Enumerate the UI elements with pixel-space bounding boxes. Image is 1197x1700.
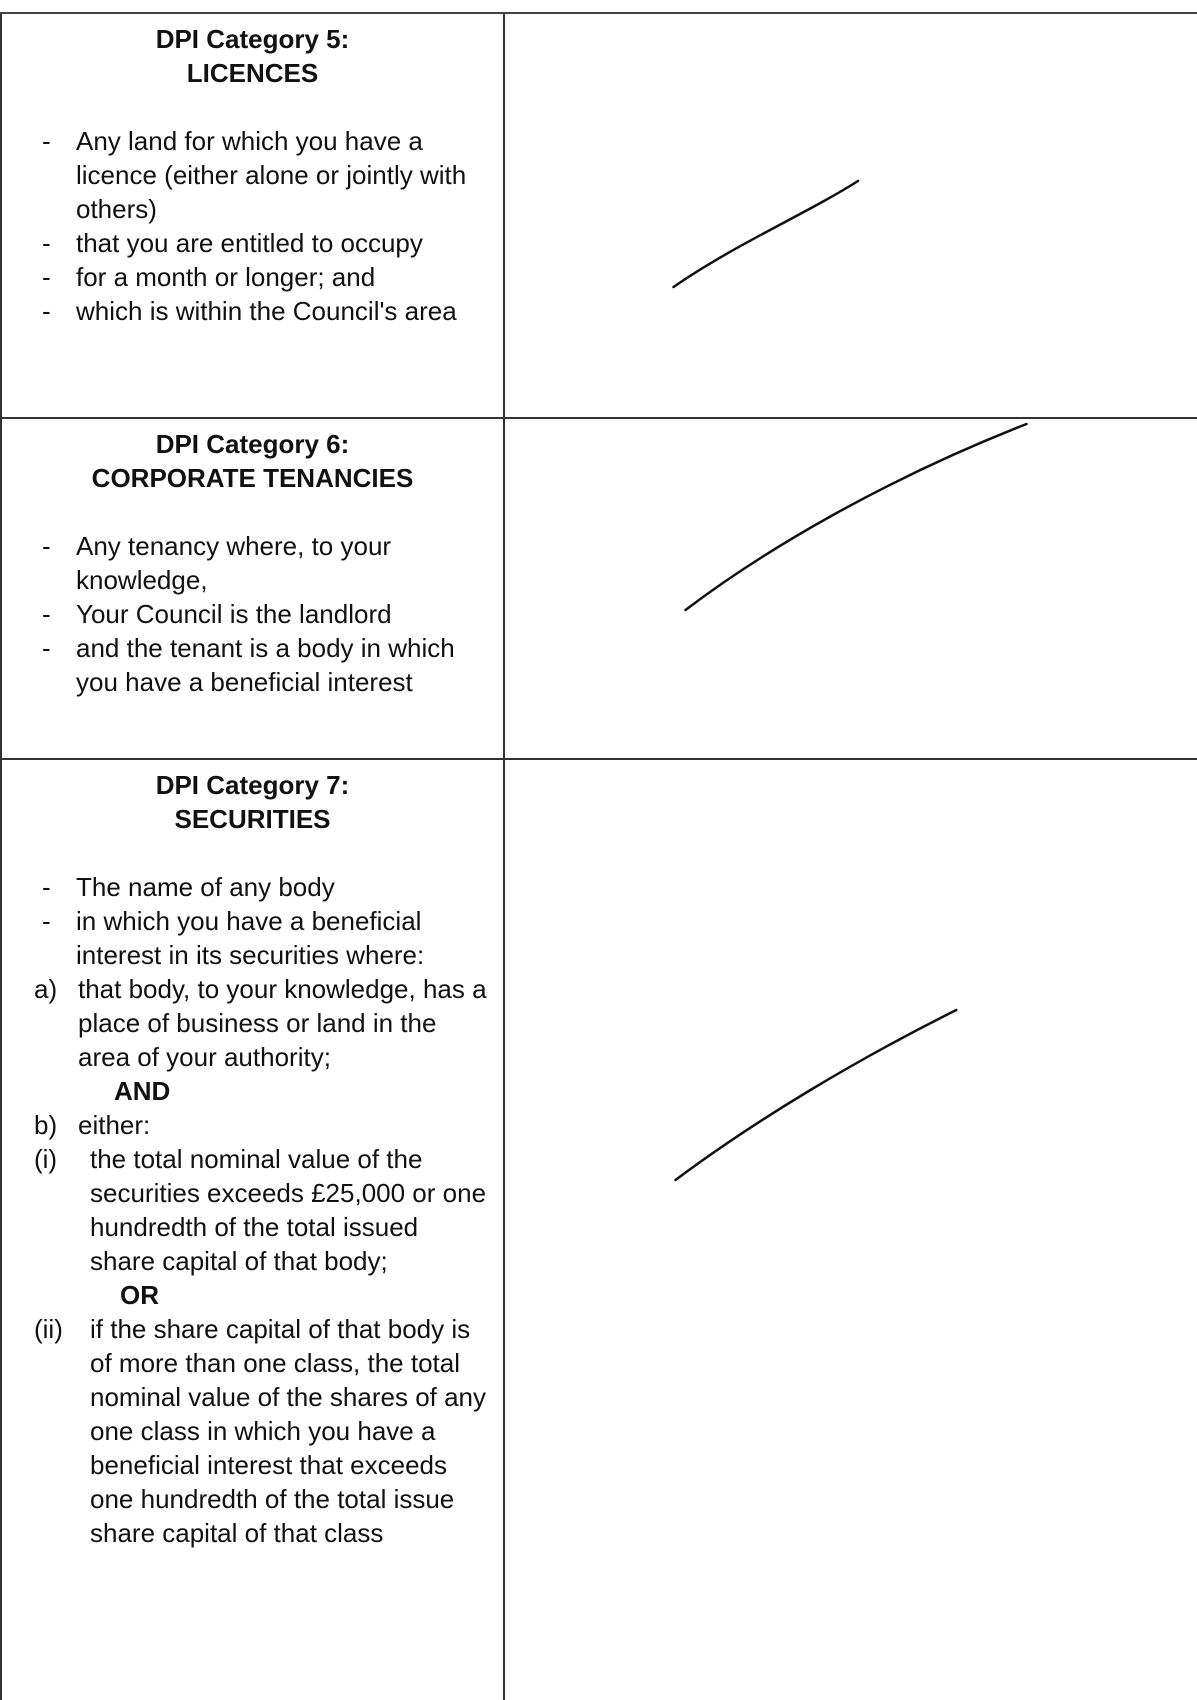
dpi-category-5-row: [0, 14, 1197, 419]
category-description-cell: [0, 419, 505, 758]
category-heading: DPI Category 5: LICENCES: [155, 24, 350, 88]
dpi-category-6-row: [0, 419, 1197, 760]
list-item: - and the tenant is a body in which you have a beneficial interest: [42, 633, 455, 697]
list-item: - which is within the Council's area: [42, 296, 457, 326]
list-item: a) that body, to your knowledge, has a place of business or land in the area of your authority;: [34, 974, 487, 1072]
list-item: (i) the total nominal value of the securities exceeds £25,000 or one hundredth of the total issued share capital of that body;: [34, 1144, 487, 1276]
list-item: - in which you have a beneficial interest in its securities where:: [42, 906, 425, 970]
list-item: - that you are entitled to occupy: [42, 228, 423, 258]
category-description-cell: [0, 760, 505, 1700]
not-applicable-stroke: [505, 14, 1197, 417]
list-item: b) either:: [34, 1110, 151, 1140]
list-item: (ii) if the share capital of that body is of more than one class, the total nominal value of the shares of any one class in which you have a beneficial interest that exceeds one hundredth of the total issue share capital of that class: [34, 1314, 487, 1548]
list-item: - for a month or longer; and: [42, 262, 376, 292]
category-description-cell: [0, 14, 505, 417]
list-item: - Any tenancy where, to your knowledge,: [42, 531, 392, 595]
declaration-cell[interactable]: [505, 760, 1197, 1700]
not-applicable-stroke: [505, 419, 1197, 758]
declaration-cell[interactable]: [505, 14, 1197, 417]
list-item: - Your Council is the landlord: [42, 599, 392, 629]
list-item: - The name of any body: [42, 872, 335, 902]
not-applicable-stroke: [505, 760, 1197, 1700]
conjunction-or: OR: [120, 1280, 159, 1310]
declaration-cell[interactable]: [505, 419, 1197, 758]
category-heading: DPI Category 6: CORPORATE TENANCIES: [91, 429, 414, 493]
dpi-category-7-row: [0, 760, 1197, 1700]
list-item: - Any land for which you have a licence (either alone or jointly with others): [42, 126, 467, 224]
conjunction-and: AND: [114, 1076, 171, 1106]
category-heading: DPI Category 7: SECURITIES: [155, 770, 350, 834]
dpi-form-table: [0, 12, 1197, 1700]
